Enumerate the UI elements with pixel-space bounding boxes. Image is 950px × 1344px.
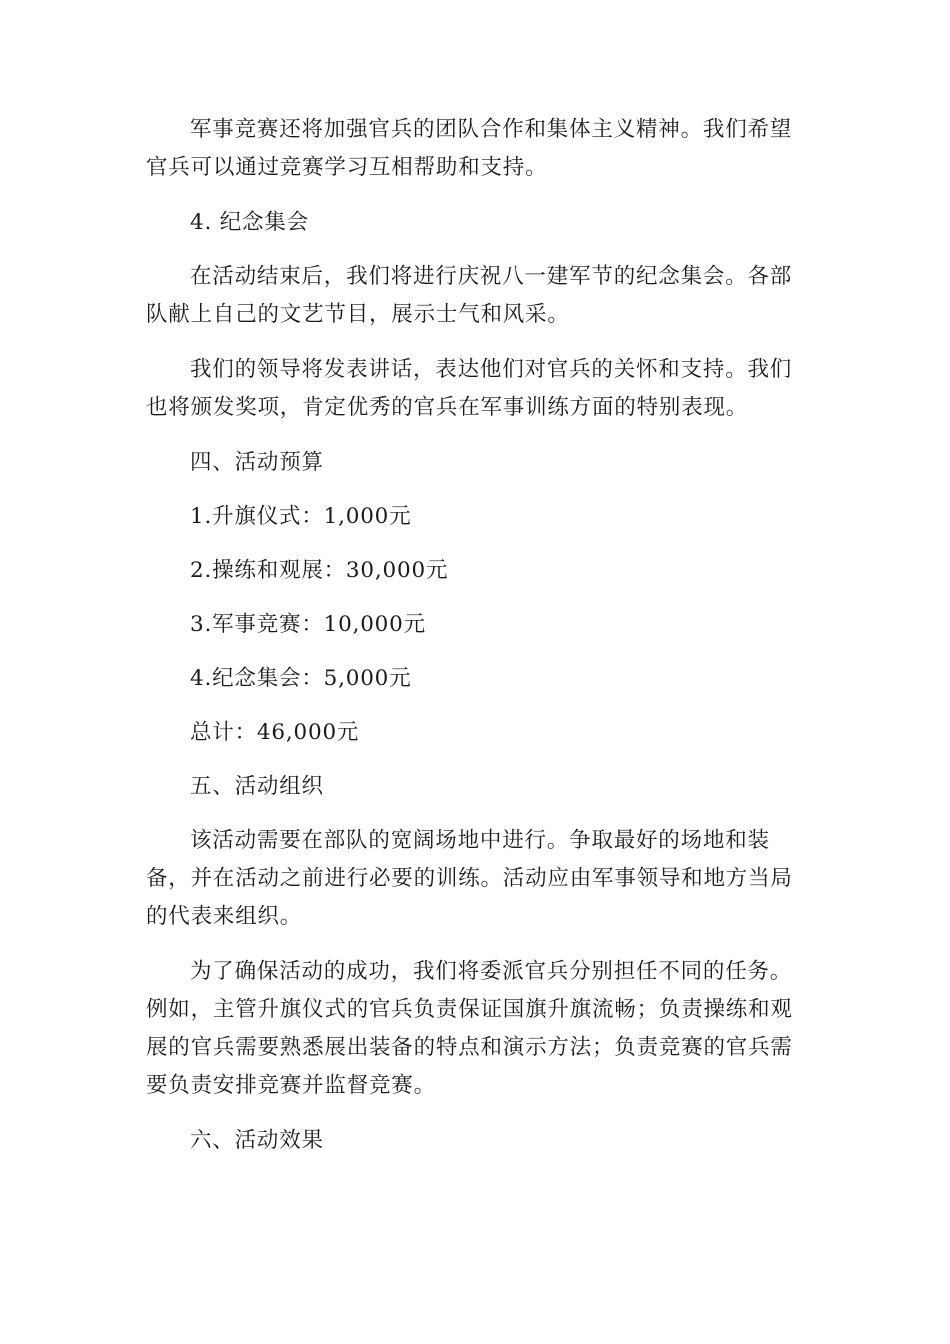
budget-item-drill-exhibition: 2.操练和观展：30,000元 — [190, 558, 449, 583]
paragraph-rally-performances: 在活动结束后，我们将进行庆祝八一建军节的纪念集会。各部队献上自己的文艺节目，展示士气和风采。 — [146, 264, 793, 327]
paragraph-venue-training: 该活动需要在部队的宽阔场地中进行。争取最好的场地和装备，并在活动之前进行必要的训练。活动应由军事领导和地方当局的代表来组织。 — [146, 828, 793, 929]
heading-memorial-rally: 4. 纪念集会 — [190, 210, 309, 235]
heading-effects: 六、活动效果 — [190, 1128, 324, 1153]
heading-budget: 四、活动预算 — [190, 450, 324, 475]
budget-item-flag-raising: 1.升旗仪式：1,000元 — [190, 504, 412, 529]
paragraph-leader-speech: 我们的领导将发表讲话，表达他们对官兵的关怀和支持。我们也将颁发奖项，肯定优秀的官兵在军事训练方面的特别表现。 — [146, 357, 793, 420]
heading-organization: 五、活动组织 — [190, 774, 324, 799]
paragraph-competition-teamwork: 军事竞赛还将加强官兵的团队合作和集体主义精神。我们希望官兵可以通过竞赛学习互相帮助和支持。 — [146, 117, 793, 180]
paragraph-task-assignment: 为了确保活动的成功，我们将委派官兵分别担任不同的任务。例如，主管升旗仪式的官兵负责保证国旗升旗流畅；负责操练和观展的官兵需要熟悉展出装备的特点和演示方法；负责竞赛的官兵需要负责安排竞赛并监督竞赛。 — [146, 959, 793, 1098]
document-page — [146, 111, 806, 1176]
budget-item-memorial-rally: 4.纪念集会：5,000元 — [190, 666, 412, 691]
budget-total: 总计：46,000元 — [190, 720, 360, 745]
budget-item-military-competition: 3.军事竞赛：10,000元 — [190, 612, 426, 637]
